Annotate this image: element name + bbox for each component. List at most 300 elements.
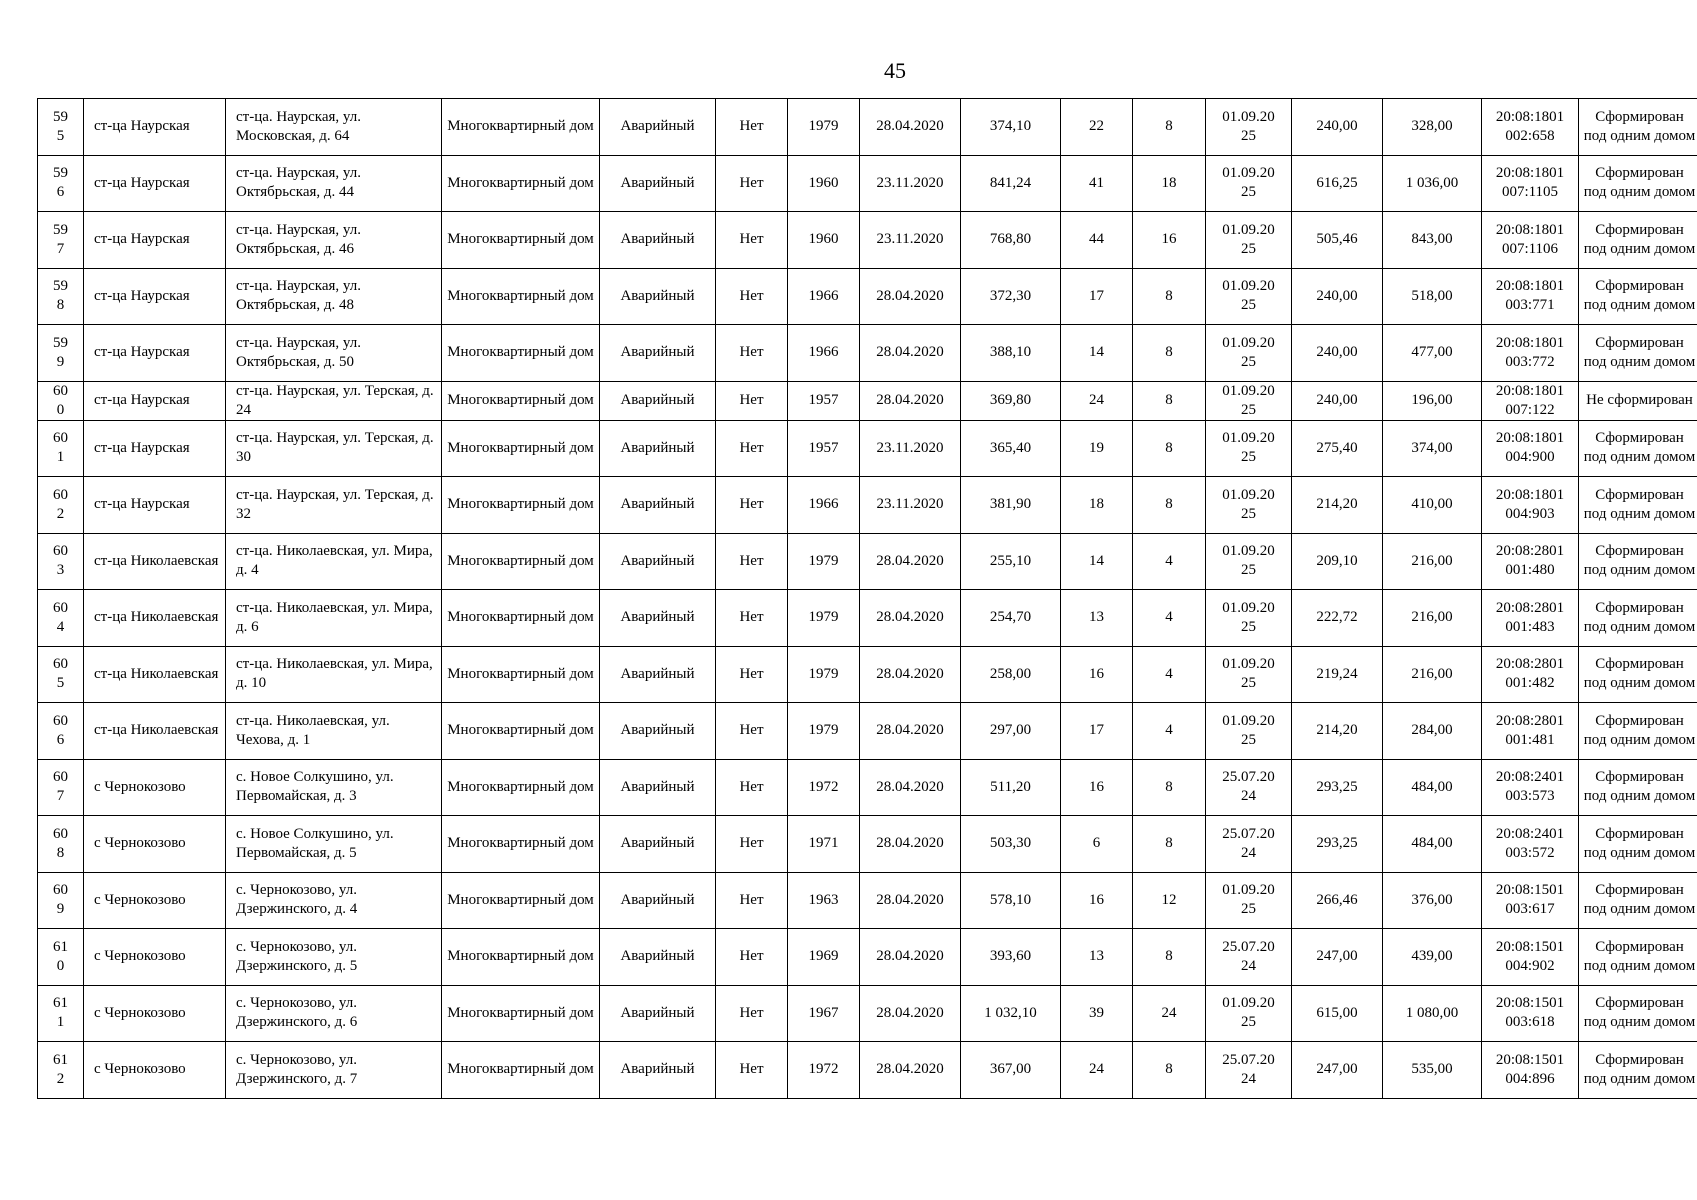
land-status-cell: Сформирован под одним домом (1579, 759, 1697, 816)
condition-cell: Аварийный (600, 759, 716, 816)
table-row (38, 985, 1697, 1042)
apartments-cell: 4 (1133, 703, 1206, 760)
year-built-cell: 1966 (788, 477, 860, 534)
flag-cell: Нет (716, 155, 788, 212)
area-2-cell: 505,46 (1292, 212, 1383, 269)
condition-cell: Аварийный (600, 533, 716, 590)
apartments-cell: 4 (1133, 533, 1206, 590)
table-row (38, 759, 1697, 816)
year-built-cell: 1957 (788, 381, 860, 420)
total-area-cell: 365,40 (961, 420, 1061, 477)
cadastral-number-cell: 20:08:2801 001:480 (1482, 533, 1579, 590)
apartments-cell: 8 (1133, 816, 1206, 873)
row-number-cell: 59 5 (38, 99, 84, 156)
residents-cell: 14 (1061, 325, 1133, 382)
total-area-cell: 503,30 (961, 816, 1061, 873)
cadastral-number-cell: 20:08:1501 004:902 (1482, 929, 1579, 986)
land-area-cell: 843,00 (1383, 212, 1482, 269)
table-row (38, 155, 1697, 212)
address-cell: ст-ца. Наурская, ул. Октябрьская, д. 46 (226, 212, 442, 269)
total-area-cell: 297,00 (961, 703, 1061, 760)
building-type-cell: Многоквартирный дом (442, 985, 600, 1042)
flag-cell: Нет (716, 325, 788, 382)
cadastral-number-cell: 20:08:1801 004:900 (1482, 420, 1579, 477)
land-status-cell: Сформирован под одним домом (1579, 703, 1697, 760)
year-built-cell: 1979 (788, 99, 860, 156)
recognition-date-cell: 28.04.2020 (860, 703, 961, 760)
cadastral-number-cell: 20:08:1801 007:122 (1482, 381, 1579, 420)
land-status-cell: Сформирован под одним домом (1579, 155, 1697, 212)
residents-cell: 22 (1061, 99, 1133, 156)
total-area-cell: 254,70 (961, 590, 1061, 647)
address-cell: ст-ца. Наурская, ул. Октябрьская, д. 48 (226, 268, 442, 325)
total-area-cell: 372,30 (961, 268, 1061, 325)
apartments-cell: 18 (1133, 155, 1206, 212)
settlement-cell: ст-ца Наурская (84, 155, 226, 212)
residents-cell: 17 (1061, 703, 1133, 760)
building-type-cell: Многоквартирный дом (442, 477, 600, 534)
land-status-cell: Сформирован под одним домом (1579, 816, 1697, 873)
condition-cell: Аварийный (600, 212, 716, 269)
recognition-date-cell: 28.04.2020 (860, 929, 961, 986)
flag-cell: Нет (716, 872, 788, 929)
apartments-cell: 4 (1133, 590, 1206, 647)
condition-cell: Аварийный (600, 985, 716, 1042)
deadline-cell: 01.09.20 25 (1206, 212, 1292, 269)
settlement-cell: с Чернокозово (84, 816, 226, 873)
settlement-cell: с Чернокозово (84, 872, 226, 929)
condition-cell: Аварийный (600, 816, 716, 873)
total-area-cell: 388,10 (961, 325, 1061, 382)
deadline-cell: 01.09.20 25 (1206, 99, 1292, 156)
apartments-cell: 8 (1133, 420, 1206, 477)
settlement-cell: ст-ца Наурская (84, 477, 226, 534)
building-type-cell: Многоквартирный дом (442, 872, 600, 929)
residents-cell: 16 (1061, 646, 1133, 703)
cadastral-number-cell: 20:08:1801 007:1105 (1482, 155, 1579, 212)
table-row (38, 381, 1697, 420)
cadastral-number-cell: 20:08:2401 003:572 (1482, 816, 1579, 873)
table-row (38, 646, 1697, 703)
condition-cell: Аварийный (600, 381, 716, 420)
flag-cell: Нет (716, 212, 788, 269)
cadastral-number-cell: 20:08:1801 004:903 (1482, 477, 1579, 534)
area-2-cell: 615,00 (1292, 985, 1383, 1042)
residents-cell: 6 (1061, 816, 1133, 873)
land-status-cell: Сформирован под одним домом (1579, 477, 1697, 534)
land-area-cell: 216,00 (1383, 646, 1482, 703)
deadline-cell: 01.09.20 25 (1206, 985, 1292, 1042)
recognition-date-cell: 28.04.2020 (860, 872, 961, 929)
year-built-cell: 1963 (788, 872, 860, 929)
cadastral-number-cell: 20:08:1501 003:618 (1482, 985, 1579, 1042)
row-number-cell: 61 0 (38, 929, 84, 986)
land-area-cell: 410,00 (1383, 477, 1482, 534)
land-status-cell: Не сформирован (1579, 381, 1697, 420)
address-cell: ст-ца. Наурская, ул. Терская, д. 24 (226, 381, 442, 420)
building-type-cell: Многоквартирный дом (442, 420, 600, 477)
deadline-cell: 25.07.20 24 (1206, 816, 1292, 873)
address-cell: ст-ца. Николаевская, ул. Мира, д. 4 (226, 533, 442, 590)
area-2-cell: 247,00 (1292, 1042, 1383, 1099)
settlement-cell: ст-ца Наурская (84, 99, 226, 156)
cadastral-number-cell: 20:08:1801 003:771 (1482, 268, 1579, 325)
housing-registry-table (37, 98, 1697, 1099)
area-2-cell: 616,25 (1292, 155, 1383, 212)
apartments-cell: 8 (1133, 325, 1206, 382)
deadline-cell: 25.07.20 24 (1206, 929, 1292, 986)
area-2-cell: 240,00 (1292, 381, 1383, 420)
recognition-date-cell: 23.11.2020 (860, 212, 961, 269)
settlement-cell: ст-ца Николаевская (84, 703, 226, 760)
deadline-cell: 01.09.20 25 (1206, 268, 1292, 325)
residents-cell: 41 (1061, 155, 1133, 212)
table-row (38, 477, 1697, 534)
land-area-cell: 535,00 (1383, 1042, 1482, 1099)
table-row (38, 420, 1697, 477)
land-area-cell: 1 036,00 (1383, 155, 1482, 212)
address-cell: ст-ца. Наурская, ул. Терская, д. 30 (226, 420, 442, 477)
recognition-date-cell: 28.04.2020 (860, 590, 961, 647)
settlement-cell: ст-ца Наурская (84, 268, 226, 325)
row-number-cell: 59 7 (38, 212, 84, 269)
table-row (38, 212, 1697, 269)
address-cell: с. Чернокозово, ул. Дзержинского, д. 6 (226, 985, 442, 1042)
apartments-cell: 8 (1133, 381, 1206, 420)
flag-cell: Нет (716, 99, 788, 156)
address-cell: ст-ца. Николаевская, ул. Чехова, д. 1 (226, 703, 442, 760)
settlement-cell: с Чернокозово (84, 929, 226, 986)
deadline-cell: 01.09.20 25 (1206, 325, 1292, 382)
residents-cell: 39 (1061, 985, 1133, 1042)
total-area-cell: 374,10 (961, 99, 1061, 156)
total-area-cell: 393,60 (961, 929, 1061, 986)
land-status-cell: Сформирован под одним домом (1579, 590, 1697, 647)
flag-cell: Нет (716, 533, 788, 590)
address-cell: с. Новое Солкушино, ул. Первомайская, д. 3 (226, 759, 442, 816)
apartments-cell: 8 (1133, 759, 1206, 816)
cadastral-number-cell: 20:08:1801 007:1106 (1482, 212, 1579, 269)
deadline-cell: 01.09.20 25 (1206, 155, 1292, 212)
table-row (38, 590, 1697, 647)
row-number-cell: 60 8 (38, 816, 84, 873)
flag-cell: Нет (716, 381, 788, 420)
total-area-cell: 381,90 (961, 477, 1061, 534)
year-built-cell: 1960 (788, 155, 860, 212)
year-built-cell: 1967 (788, 985, 860, 1042)
recognition-date-cell: 28.04.2020 (860, 985, 961, 1042)
address-cell: с. Чернокозово, ул. Дзержинского, д. 4 (226, 872, 442, 929)
condition-cell: Аварийный (600, 268, 716, 325)
land-area-cell: 518,00 (1383, 268, 1482, 325)
land-status-cell: Сформирован под одним домом (1579, 1042, 1697, 1099)
area-2-cell: 240,00 (1292, 99, 1383, 156)
building-type-cell: Многоквартирный дом (442, 759, 600, 816)
total-area-cell: 258,00 (961, 646, 1061, 703)
year-built-cell: 1979 (788, 533, 860, 590)
settlement-cell: ст-ца Наурская (84, 212, 226, 269)
area-2-cell: 214,20 (1292, 477, 1383, 534)
cadastral-number-cell: 20:08:2401 003:573 (1482, 759, 1579, 816)
cadastral-number-cell: 20:08:2801 001:481 (1482, 703, 1579, 760)
residents-cell: 19 (1061, 420, 1133, 477)
address-cell: с. Чернокозово, ул. Дзержинского, д. 5 (226, 929, 442, 986)
year-built-cell: 1972 (788, 759, 860, 816)
deadline-cell: 01.09.20 25 (1206, 420, 1292, 477)
deadline-cell: 01.09.20 25 (1206, 646, 1292, 703)
land-area-cell: 216,00 (1383, 533, 1482, 590)
area-2-cell: 275,40 (1292, 420, 1383, 477)
condition-cell: Аварийный (600, 420, 716, 477)
deadline-cell: 01.09.20 25 (1206, 477, 1292, 534)
residents-cell: 16 (1061, 872, 1133, 929)
recognition-date-cell: 28.04.2020 (860, 99, 961, 156)
cadastral-number-cell: 20:08:1801 003:772 (1482, 325, 1579, 382)
recognition-date-cell: 28.04.2020 (860, 325, 961, 382)
settlement-cell: ст-ца Наурская (84, 420, 226, 477)
settlement-cell: с Чернокозово (84, 985, 226, 1042)
row-number-cell: 61 2 (38, 1042, 84, 1099)
area-2-cell: 219,24 (1292, 646, 1383, 703)
building-type-cell: Многоквартирный дом (442, 816, 600, 873)
total-area-cell: 768,80 (961, 212, 1061, 269)
address-cell: ст-ца. Наурская, ул. Октябрьская, д. 50 (226, 325, 442, 382)
condition-cell: Аварийный (600, 646, 716, 703)
recognition-date-cell: 28.04.2020 (860, 1042, 961, 1099)
row-number-cell: 60 4 (38, 590, 84, 647)
area-2-cell: 247,00 (1292, 929, 1383, 986)
flag-cell: Нет (716, 816, 788, 873)
year-built-cell: 1957 (788, 420, 860, 477)
residents-cell: 24 (1061, 381, 1133, 420)
address-cell: ст-ца. Наурская, ул. Октябрьская, д. 44 (226, 155, 442, 212)
table-row (38, 929, 1697, 986)
condition-cell: Аварийный (600, 929, 716, 986)
land-area-cell: 439,00 (1383, 929, 1482, 986)
year-built-cell: 1971 (788, 816, 860, 873)
page-number: 45 (884, 58, 906, 83)
row-number-cell: 61 1 (38, 985, 84, 1042)
flag-cell: Нет (716, 759, 788, 816)
address-cell: ст-ца. Наурская, ул. Терская, д. 32 (226, 477, 442, 534)
residents-cell: 44 (1061, 212, 1133, 269)
recognition-date-cell: 23.11.2020 (860, 477, 961, 534)
row-number-cell: 60 7 (38, 759, 84, 816)
settlement-cell: ст-ца Наурская (84, 325, 226, 382)
area-2-cell: 293,25 (1292, 816, 1383, 873)
apartments-cell: 8 (1133, 1042, 1206, 1099)
recognition-date-cell: 23.11.2020 (860, 155, 961, 212)
building-type-cell: Многоквартирный дом (442, 703, 600, 760)
year-built-cell: 1966 (788, 268, 860, 325)
condition-cell: Аварийный (600, 325, 716, 382)
land-status-cell: Сформирован под одним домом (1579, 268, 1697, 325)
row-number-cell: 60 5 (38, 646, 84, 703)
recognition-date-cell: 28.04.2020 (860, 816, 961, 873)
row-number-cell: 60 6 (38, 703, 84, 760)
cadastral-number-cell: 20:08:1501 003:617 (1482, 872, 1579, 929)
area-2-cell: 209,10 (1292, 533, 1383, 590)
table-row (38, 872, 1697, 929)
building-type-cell: Многоквартирный дом (442, 268, 600, 325)
settlement-cell: ст-ца Николаевская (84, 533, 226, 590)
row-number-cell: 60 9 (38, 872, 84, 929)
apartments-cell: 24 (1133, 985, 1206, 1042)
row-number-cell: 59 8 (38, 268, 84, 325)
flag-cell: Нет (716, 590, 788, 647)
recognition-date-cell: 28.04.2020 (860, 759, 961, 816)
table-row (38, 268, 1697, 325)
table-row (38, 99, 1697, 156)
flag-cell: Нет (716, 703, 788, 760)
area-2-cell: 222,72 (1292, 590, 1383, 647)
row-number-cell: 60 0 (38, 381, 84, 420)
building-type-cell: Многоквартирный дом (442, 1042, 600, 1099)
area-2-cell: 240,00 (1292, 325, 1383, 382)
building-type-cell: Многоквартирный дом (442, 155, 600, 212)
cadastral-number-cell: 20:08:1801 002:658 (1482, 99, 1579, 156)
building-type-cell: Многоквартирный дом (442, 646, 600, 703)
condition-cell: Аварийный (600, 1042, 716, 1099)
land-area-cell: 374,00 (1383, 420, 1482, 477)
deadline-cell: 01.09.20 25 (1206, 872, 1292, 929)
condition-cell: Аварийный (600, 590, 716, 647)
address-cell: ст-ца. Николаевская, ул. Мира, д. 6 (226, 590, 442, 647)
condition-cell: Аварийный (600, 477, 716, 534)
residents-cell: 17 (1061, 268, 1133, 325)
year-built-cell: 1960 (788, 212, 860, 269)
land-area-cell: 216,00 (1383, 590, 1482, 647)
cadastral-number-cell: 20:08:2801 001:482 (1482, 646, 1579, 703)
total-area-cell: 841,24 (961, 155, 1061, 212)
flag-cell: Нет (716, 985, 788, 1042)
year-built-cell: 1979 (788, 590, 860, 647)
year-built-cell: 1969 (788, 929, 860, 986)
land-area-cell: 477,00 (1383, 325, 1482, 382)
address-cell: с. Новое Солкушино, ул. Первомайская, д. 5 (226, 816, 442, 873)
apartments-cell: 8 (1133, 99, 1206, 156)
building-type-cell: Многоквартирный дом (442, 533, 600, 590)
residents-cell: 18 (1061, 477, 1133, 534)
flag-cell: Нет (716, 646, 788, 703)
year-built-cell: 1979 (788, 646, 860, 703)
settlement-cell: ст-ца Николаевская (84, 590, 226, 647)
land-area-cell: 1 080,00 (1383, 985, 1482, 1042)
apartments-cell: 12 (1133, 872, 1206, 929)
recognition-date-cell: 23.11.2020 (860, 420, 961, 477)
land-status-cell: Сформирован под одним домом (1579, 99, 1697, 156)
year-built-cell: 1972 (788, 1042, 860, 1099)
area-2-cell: 214,20 (1292, 703, 1383, 760)
apartments-cell: 8 (1133, 477, 1206, 534)
total-area-cell: 369,80 (961, 381, 1061, 420)
year-built-cell: 1966 (788, 325, 860, 382)
address-cell: ст-ца. Наурская, ул. Московская, д. 64 (226, 99, 442, 156)
building-type-cell: Многоквартирный дом (442, 99, 600, 156)
condition-cell: Аварийный (600, 155, 716, 212)
table-row (38, 816, 1697, 873)
year-built-cell: 1979 (788, 703, 860, 760)
area-2-cell: 240,00 (1292, 268, 1383, 325)
table-row (38, 1042, 1697, 1099)
land-area-cell: 376,00 (1383, 872, 1482, 929)
residents-cell: 16 (1061, 759, 1133, 816)
total-area-cell: 367,00 (961, 1042, 1061, 1099)
building-type-cell: Многоквартирный дом (442, 212, 600, 269)
flag-cell: Нет (716, 929, 788, 986)
flag-cell: Нет (716, 420, 788, 477)
residents-cell: 13 (1061, 590, 1133, 647)
land-area-cell: 328,00 (1383, 99, 1482, 156)
deadline-cell: 01.09.20 25 (1206, 703, 1292, 760)
settlement-cell: ст-ца Наурская (84, 381, 226, 420)
recognition-date-cell: 28.04.2020 (860, 646, 961, 703)
apartments-cell: 8 (1133, 929, 1206, 986)
row-number-cell: 60 2 (38, 477, 84, 534)
building-type-cell: Многоквартирный дом (442, 381, 600, 420)
total-area-cell: 255,10 (961, 533, 1061, 590)
flag-cell: Нет (716, 1042, 788, 1099)
condition-cell: Аварийный (600, 872, 716, 929)
land-status-cell: Сформирован под одним домом (1579, 533, 1697, 590)
land-area-cell: 484,00 (1383, 759, 1482, 816)
recognition-date-cell: 28.04.2020 (860, 381, 961, 420)
condition-cell: Аварийный (600, 99, 716, 156)
deadline-cell: 01.09.20 25 (1206, 533, 1292, 590)
residents-cell: 13 (1061, 929, 1133, 986)
row-number-cell: 59 9 (38, 325, 84, 382)
row-number-cell: 60 1 (38, 420, 84, 477)
settlement-cell: с Чернокозово (84, 759, 226, 816)
deadline-cell: 25.07.20 24 (1206, 1042, 1292, 1099)
area-2-cell: 266,46 (1292, 872, 1383, 929)
deadline-cell: 01.09.20 25 (1206, 381, 1292, 420)
land-status-cell: Сформирован под одним домом (1579, 929, 1697, 986)
deadline-cell: 01.09.20 25 (1206, 590, 1292, 647)
land-area-cell: 196,00 (1383, 381, 1482, 420)
residents-cell: 24 (1061, 1042, 1133, 1099)
condition-cell: Аварийный (600, 703, 716, 760)
residents-cell: 14 (1061, 533, 1133, 590)
total-area-cell: 1 032,10 (961, 985, 1061, 1042)
row-number-cell: 60 3 (38, 533, 84, 590)
recognition-date-cell: 28.04.2020 (860, 268, 961, 325)
row-number-cell: 59 6 (38, 155, 84, 212)
building-type-cell: Многоквартирный дом (442, 929, 600, 986)
recognition-date-cell: 28.04.2020 (860, 533, 961, 590)
apartments-cell: 8 (1133, 268, 1206, 325)
land-area-cell: 284,00 (1383, 703, 1482, 760)
cadastral-number-cell: 20:08:1501 004:896 (1482, 1042, 1579, 1099)
flag-cell: Нет (716, 477, 788, 534)
area-2-cell: 293,25 (1292, 759, 1383, 816)
table-row (38, 533, 1697, 590)
apartments-cell: 4 (1133, 646, 1206, 703)
address-cell: ст-ца. Николаевская, ул. Мира, д. 10 (226, 646, 442, 703)
land-status-cell: Сформирован под одним домом (1579, 872, 1697, 929)
table-row (38, 325, 1697, 382)
settlement-cell: ст-ца Николаевская (84, 646, 226, 703)
cadastral-number-cell: 20:08:2801 001:483 (1482, 590, 1579, 647)
land-status-cell: Сформирован под одним домом (1579, 646, 1697, 703)
total-area-cell: 511,20 (961, 759, 1061, 816)
land-area-cell: 484,00 (1383, 816, 1482, 873)
building-type-cell: Многоквартирный дом (442, 590, 600, 647)
address-cell: с. Чернокозово, ул. Дзержинского, д. 7 (226, 1042, 442, 1099)
apartments-cell: 16 (1133, 212, 1206, 269)
land-status-cell: Сформирован под одним домом (1579, 420, 1697, 477)
land-status-cell: Сформирован под одним домом (1579, 212, 1697, 269)
